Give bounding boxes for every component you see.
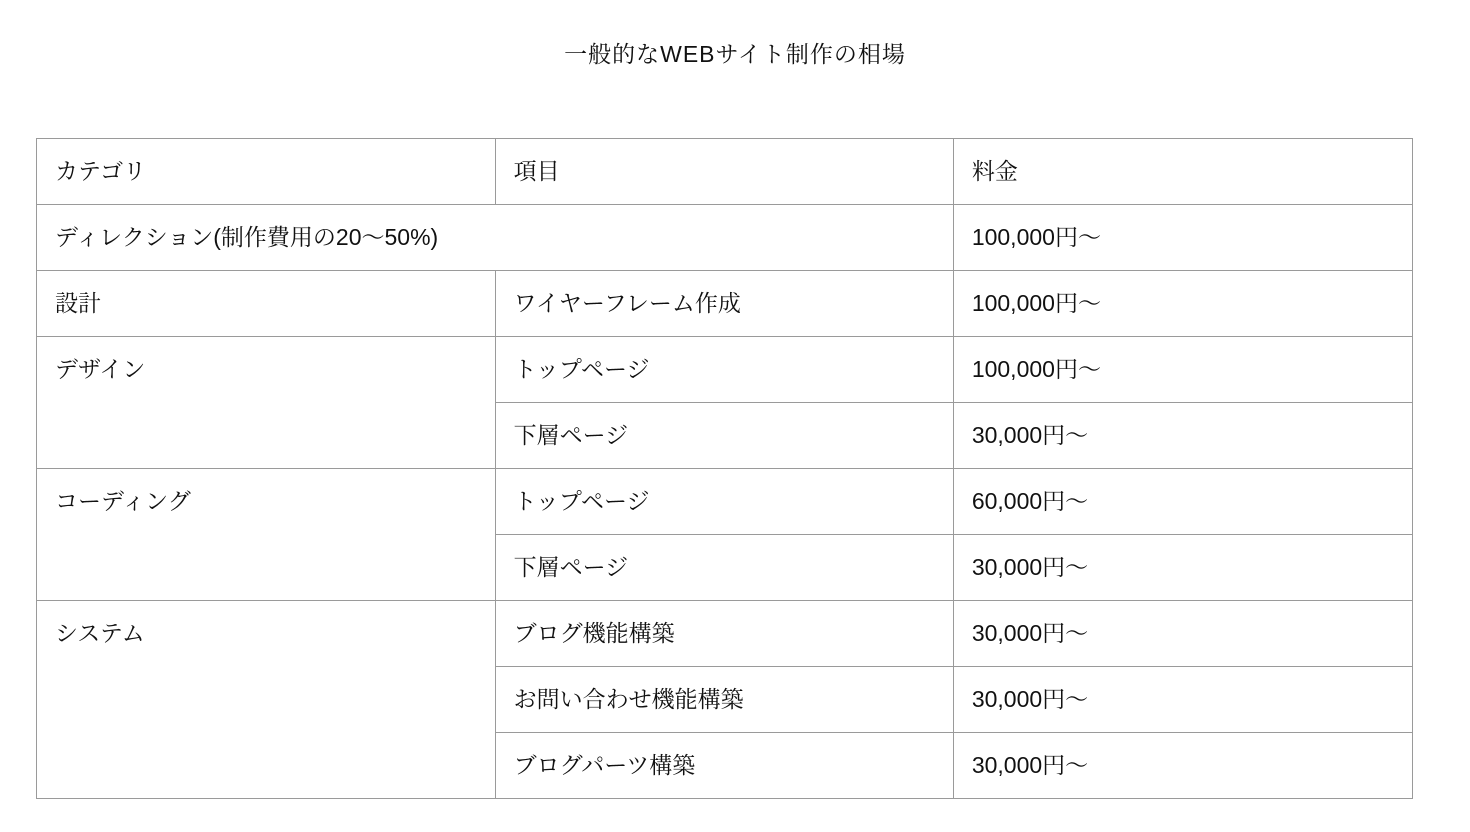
table-row-design-top	[37, 337, 1413, 403]
table-row-system-blog	[37, 601, 1413, 667]
pricing-table	[36, 138, 1413, 799]
cell-item: ブログ機能構築	[495, 601, 953, 667]
cell-price: 60,000円〜	[953, 469, 1412, 535]
cell-item: トップページ	[495, 337, 953, 403]
cell-price: 30,000円〜	[953, 403, 1412, 469]
table-header-row	[37, 139, 1413, 205]
cell-item: トップページ	[495, 469, 953, 535]
cell-category: 設計	[37, 271, 496, 337]
cell-category: システム	[37, 601, 496, 799]
cell-item: 下層ページ	[495, 535, 953, 601]
table-row-sekkei	[37, 271, 1413, 337]
cell-category: デザイン	[37, 337, 496, 469]
cell-item: 下層ページ	[495, 403, 953, 469]
cell-item: お問い合わせ機能構築	[495, 667, 953, 733]
header-cell-item: 項目	[495, 139, 953, 205]
cell-price: 30,000円〜	[953, 601, 1412, 667]
cell-price: 100,000円〜	[953, 205, 1412, 271]
table-row-coding-top	[37, 469, 1413, 535]
cell-category: コーディング	[37, 469, 496, 601]
cell-price: 100,000円〜	[953, 337, 1412, 403]
cell-price: 100,000円〜	[953, 271, 1412, 337]
cell-item: ワイヤーフレーム作成	[495, 271, 953, 337]
table-row-direction	[37, 205, 1413, 271]
page-title: 一般的なWEBサイト制作の相場	[564, 41, 906, 67]
cell-category: ディレクション(制作費用の20〜50%)	[37, 205, 954, 271]
cell-price: 30,000円〜	[953, 733, 1412, 799]
header-cell-price: 料金	[953, 139, 1412, 205]
cell-price: 30,000円〜	[953, 667, 1412, 733]
cell-item: ブログパーツ構築	[495, 733, 953, 799]
cell-price: 30,000円〜	[953, 535, 1412, 601]
header-cell-category: カテゴリ	[37, 139, 496, 205]
